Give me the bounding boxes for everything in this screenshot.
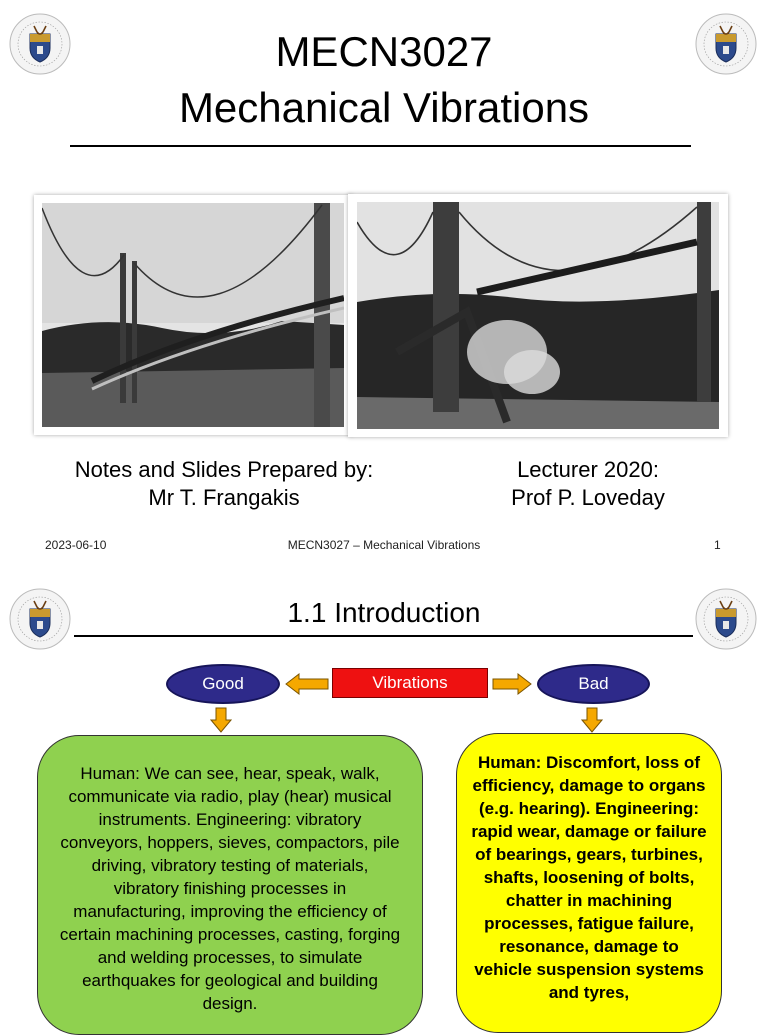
footer-title: MECN3027 – Mechanical Vibrations [287,538,481,552]
footer-date: 2023-06-10 [45,538,107,552]
vibrations-box: Vibrations [332,668,488,698]
bad-oval: Bad [537,664,650,704]
credit-lecturer-name: Prof P. Loveday [511,485,665,510]
course-code-title: MECN3027 [275,28,493,75]
bad-effects-panel: Human: Discomfort, loss of efficiency, damage to organs (e.g. hearing). Engineering: rapid wear, damage or failure of bearings, gears, turbines, shafts, loosening of bolts, chatter in machining processes, fatigue failure, resonance, damage to vehicle suspension systems and tyres, [456,733,722,1033]
section-title: 1.1 Introduction [287,597,481,628]
section-underline [74,635,693,637]
bridge-photo-right [348,194,728,437]
good-oval: Good [166,664,280,704]
credit-lecturer-label: Lecturer 2020: [517,457,659,482]
credit-prepared-by-label: Notes and Slides Prepared by: [74,457,374,482]
footer-page-number: 1 [714,538,721,552]
title-underline [70,145,691,147]
good-effects-panel: Human: We can see, hear, speak, walk, communicate via radio, play (hear) musical instruments. Engineering: vibratory conveyors, hoppers, sieves, compactors, pile driving, vibratory testing of materials, vibratory finishing processes in manufacturing, improving the efficiency of certain machining processes, casting, forging and welding processes, to simulate earthquakes for geological and building design. [37,735,423,1035]
credit-lecturer [470,456,706,512]
arrow-left-icon [285,673,329,695]
credit-prepared-by [30,456,418,512]
arrow-right-icon [492,673,532,695]
introduction-slide [0,575,768,1024]
course-name-title: Mechanical Vibrations [178,84,590,131]
arrow-down-icon [581,707,603,733]
bridge-photo-left [34,195,352,435]
credit-prepared-by-name: Mr T. Frangakis [148,485,300,510]
arrow-down-icon [210,707,232,733]
